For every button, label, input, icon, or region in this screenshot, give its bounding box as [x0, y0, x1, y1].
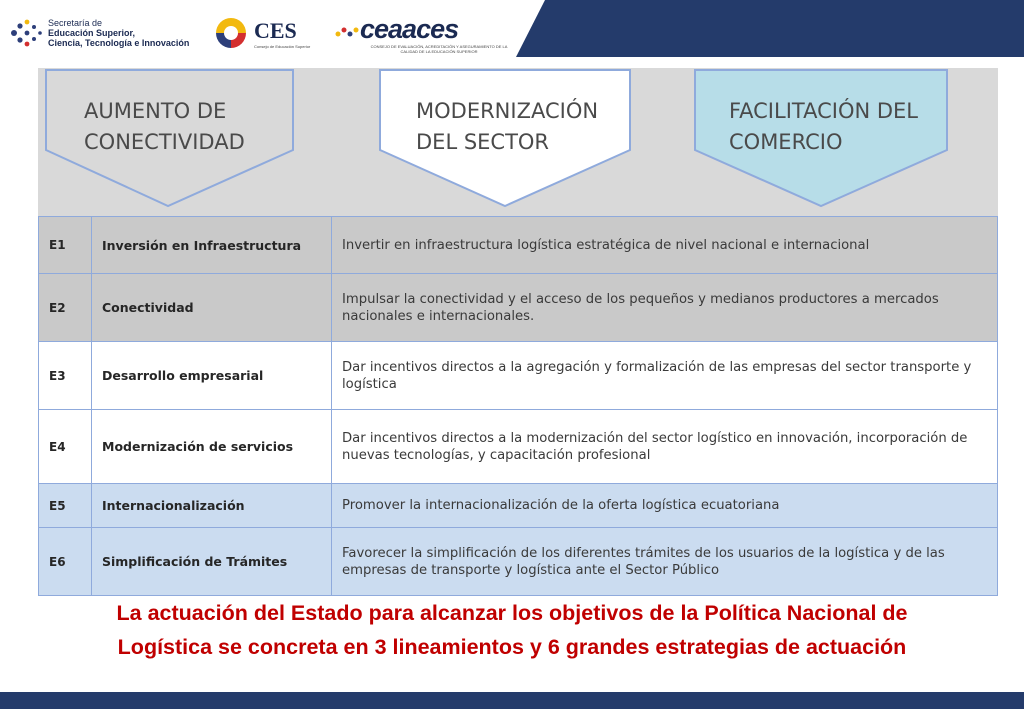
strategy-desc: Promover la internacionalización de la oferta logística ecuatoriana	[332, 484, 998, 528]
strategy-code: E2	[39, 274, 92, 342]
ces-logo	[214, 16, 314, 54]
table-row	[39, 342, 998, 410]
ces-subtitle: Consejo de Educación Superior	[254, 44, 311, 49]
ces-emblem-icon	[214, 16, 248, 50]
table-row	[39, 528, 998, 596]
strategy-name: Conectividad	[92, 274, 332, 342]
strategy-desc: Dar incentivos directos a la modernización del sector logístico en innovación, incorporación de nuevas tecnologías, y capacitación profesional	[332, 410, 998, 484]
strategy-panel	[38, 68, 998, 600]
slide-caption	[0, 596, 1024, 664]
strategy-code: E3	[39, 342, 92, 410]
strategy-desc: Favorecer la simplificación de los diferentes trámites de los usuarios de la logística y de las empresas de transporte y logística ante el Sector Público	[332, 528, 998, 596]
strategy-name: Desarrollo empresarial	[92, 342, 332, 410]
strategies-table	[38, 216, 998, 596]
strategy-desc: Impulsar la conectividad y el acceso de los pequeños y medianos productores a mercados nacionales e internacionales.	[332, 274, 998, 342]
ceaaces-name: ceaaces	[360, 14, 459, 44]
senescyt-logo	[10, 16, 190, 52]
lineamiento-1-label: AUMENTO DE CONECTIVIDAD	[84, 99, 245, 154]
strategy-desc: Invertir en infraestructura logística estratégica de nivel nacional e internacional	[332, 217, 998, 274]
caption-line-1: La actuación del Estado para alcanzar los objetivos de la Política Nacional de	[116, 601, 908, 625]
footer-band	[0, 692, 1024, 709]
lineamiento-2-label: MODERNIZACIÓN DEL SECTOR	[416, 99, 599, 154]
strategy-name: Internacionalización	[92, 484, 332, 528]
dots-logo-icon	[10, 18, 44, 48]
header-band	[516, 0, 1024, 57]
caption-line-2: Logística se concreta en 3 lineamientos y 6 grandes estrategias de actuación	[117, 635, 907, 659]
strategy-name: Simplificación de Trámites	[92, 528, 332, 596]
strategy-name: Inversión en Infraestructura	[92, 217, 332, 274]
strategy-code: E4	[39, 410, 92, 484]
ceaaces-mark-icon	[334, 22, 360, 42]
strategy-code: E6	[39, 528, 92, 596]
strategy-desc: Dar incentivos directos a la agregación y formalización de las empresas del sector transporte y logística	[332, 342, 998, 410]
ceaaces-subtitle: CONSEJO DE EVALUACIÓN, ACREDITACIÓN Y ASEGURAMIENTO DE LA CALIDAD DE LA EDUCACIÓN SUPERIOR	[370, 44, 508, 54]
ceaaces-logo	[334, 14, 508, 56]
table-row	[39, 274, 998, 342]
ces-name: CES	[254, 18, 297, 43]
strategy-name: Modernización de servicios	[92, 410, 332, 484]
table-row	[39, 217, 998, 274]
slide-header	[0, 0, 1024, 60]
senescyt-text: Secretaría de Educación Superior, Ciencia, Tecnología e Innovación	[48, 18, 190, 48]
strategy-code: E1	[39, 217, 92, 274]
table-row	[39, 410, 998, 484]
table-row	[39, 484, 998, 528]
strategy-code: E5	[39, 484, 92, 528]
lineamiento-3-label: FACILITACIÓN DEL COMERCIO	[729, 99, 918, 154]
